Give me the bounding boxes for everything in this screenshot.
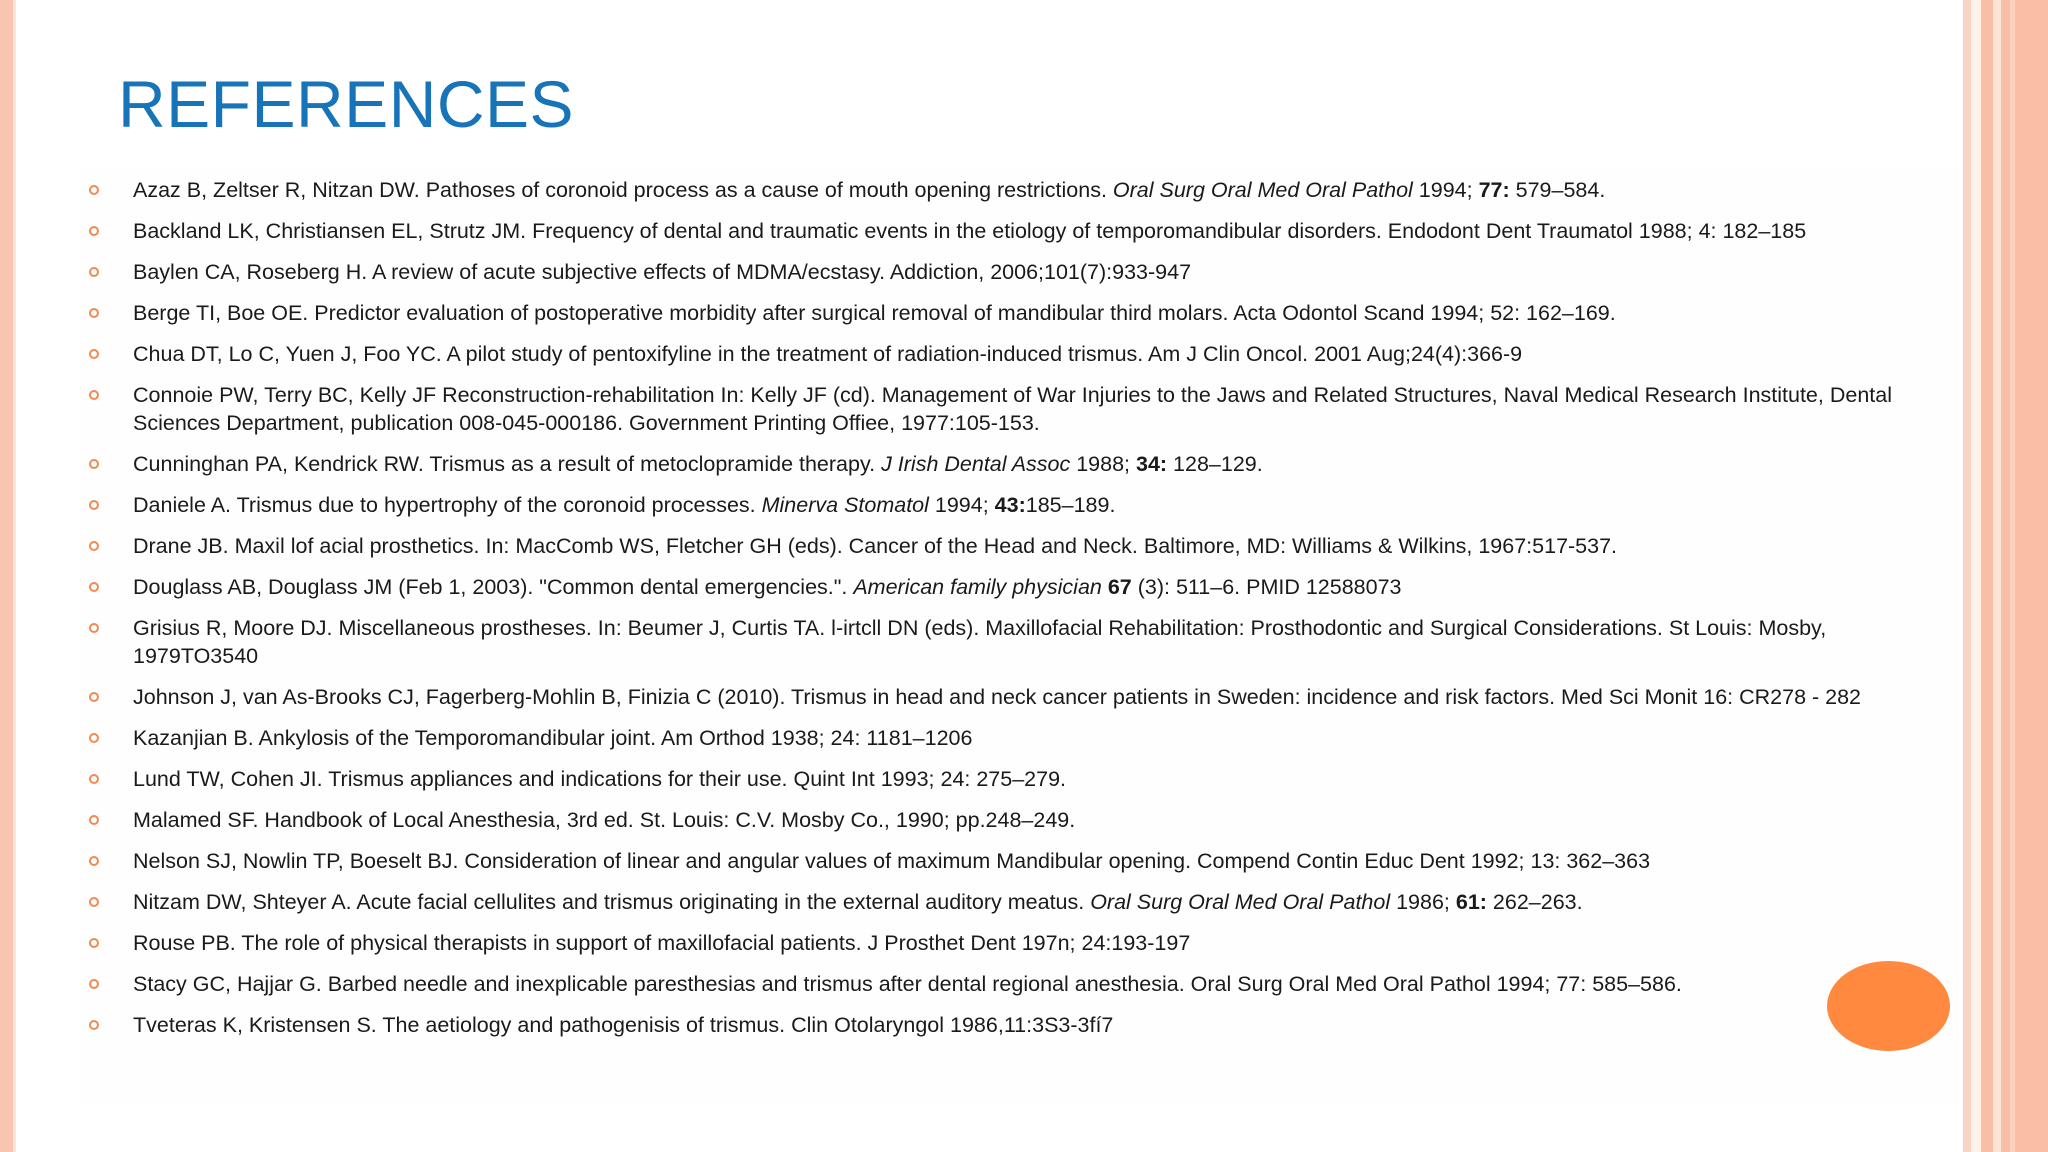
reference-item bbox=[80, 258, 1910, 286]
reference-item bbox=[80, 724, 1910, 752]
bullet-icon bbox=[89, 815, 99, 825]
reference-text: 1994; bbox=[1412, 178, 1479, 202]
left-border-inner-decoration bbox=[13, 0, 16, 1152]
right-border-band-stripe bbox=[1993, 0, 2001, 1152]
reference-text: 185–189. bbox=[1025, 493, 1116, 517]
reference-text: 1986; bbox=[1390, 890, 1456, 914]
reference-item bbox=[80, 340, 1910, 368]
slide-title: REFERENCES bbox=[118, 67, 575, 141]
right-border-stripe-a bbox=[1963, 0, 1971, 1152]
reference-text: 1994; bbox=[928, 493, 995, 517]
reference-item bbox=[80, 176, 1910, 204]
reference-item bbox=[80, 929, 1910, 957]
reference-volume: 67 bbox=[1107, 575, 1132, 599]
bullet-icon bbox=[89, 1020, 99, 1030]
reference-text: 262–263. bbox=[1486, 890, 1583, 914]
orange-circle-decoration bbox=[1827, 961, 1950, 1051]
right-border-band-stripe-2 bbox=[2010, 0, 2015, 1152]
bullet-icon bbox=[89, 979, 99, 989]
bullet-icon bbox=[89, 733, 99, 743]
reference-item bbox=[80, 450, 1910, 478]
reference-item bbox=[80, 847, 1910, 875]
reference-text: Johnson J, van As-Brooks CJ, Fagerberg-Mohlin B, Finizia C (2010). Trismus in head and neck cancer patients in Sweden: incidence and risk factors. Med Sci Monit 16: CR278 - 282 bbox=[133, 685, 1861, 709]
bullet-icon bbox=[89, 500, 99, 510]
reference-text: Berge TI, Boe OE. Predictor evaluation of postoperative morbidity after surgical removal of mandibular third molars. Acta Odontol Scand 1994; 52: 162–169. bbox=[133, 301, 1616, 325]
reference-text: Drane JB. Maxil lof acial prosthetics. In: MacComb WS, Fletcher GH (eds). Cancer of the Head and Neck. Baltimore, MD: Williams & Wilkins, 1967:517-537. bbox=[133, 534, 1618, 558]
reference-text: Backland LK, Christiansen EL, Strutz JM. Frequency of dental and traumatic events in the etiology of temporomandibular disorders. Endodont Dent Traumatol 1988; 4: 182–185 bbox=[133, 219, 1807, 243]
reference-text: Grisius R, Moore DJ. Miscellaneous prostheses. In: Beumer J, Curtis TA. l-irtcll DN (eds). Maxillofacial Rehabilitation: Prosthodontic and Surgical Considerations. St Louis: Mosby, 1979TO3540 bbox=[133, 616, 1827, 668]
right-border-stripe-b bbox=[1971, 0, 1981, 1152]
reference-text: Azaz B, Zeltser R, Nitzan DW. Pathoses of coronoid process as a cause of mouth opening restrictions. bbox=[133, 178, 1113, 202]
reference-item bbox=[80, 806, 1910, 834]
reference-item bbox=[80, 217, 1910, 245]
bullet-icon bbox=[89, 541, 99, 551]
reference-text: Rouse PB. The role of physical therapists in support of maxillofacial patients. J Prosthet Dent 197n; 24:193-197 bbox=[133, 931, 1191, 955]
bullet-icon bbox=[89, 349, 99, 359]
reference-item bbox=[80, 532, 1910, 560]
bullet-icon bbox=[89, 308, 99, 318]
reference-text: Daniele A. Trismus due to hypertrophy of the coronoid processes. bbox=[133, 493, 762, 517]
reference-volume: 61: bbox=[1455, 890, 1487, 914]
bullet-icon bbox=[89, 938, 99, 948]
bullet-icon bbox=[89, 774, 99, 784]
bullet-icon bbox=[89, 459, 99, 469]
reference-text: Tveteras K, Kristensen S. The aetiology and pathogenisis of trismus. Clin Otolaryngol 1986,11:3S3-3fí7 bbox=[133, 1013, 1114, 1037]
reference-item bbox=[80, 491, 1910, 519]
reference-item bbox=[80, 573, 1910, 601]
reference-item bbox=[80, 614, 1910, 670]
bullet-icon bbox=[89, 390, 99, 400]
bullet-icon bbox=[89, 582, 99, 592]
reference-item bbox=[80, 970, 1910, 998]
reference-text: Stacy GC, Hajjar G. Barbed needle and inexplicable paresthesias and trismus after dental regional anesthesia. Oral Surg Oral Med Oral Pathol 1994; 77: 585–586. bbox=[133, 972, 1682, 996]
reference-journal: J Irish Dental Assoc bbox=[881, 452, 1071, 476]
bullet-icon bbox=[89, 897, 99, 907]
reference-text: 1988; bbox=[1070, 452, 1136, 476]
reference-item bbox=[80, 888, 1910, 916]
reference-list bbox=[80, 176, 1910, 1052]
reference-item bbox=[80, 683, 1910, 711]
bullet-icon bbox=[89, 856, 99, 866]
reference-text: Malamed SF. Handbook of Local Anesthesia, 3rd ed. St. Louis: C.V. Mosby Co., 1990; pp.248–249. bbox=[133, 808, 1076, 832]
reference-item bbox=[80, 299, 1910, 327]
reference-item bbox=[80, 381, 1910, 437]
reference-journal: Minerva Stomatol bbox=[761, 493, 929, 517]
reference-text: 128–129. bbox=[1167, 452, 1263, 476]
reference-journal: Oral Surg Oral Med Oral Pathol bbox=[1112, 178, 1413, 202]
reference-volume: 34: bbox=[1136, 452, 1168, 476]
reference-text: Douglass AB, Douglass JM (Feb 1, 2003). "Common dental emergencies.". bbox=[133, 575, 854, 599]
reference-text: Nitzam DW, Shteyer A. Acute facial cellulites and trismus originating in the external auditory meatus. bbox=[133, 890, 1091, 914]
reference-item bbox=[80, 765, 1910, 793]
reference-text: Chua DT, Lo C, Yuen J, Foo YC. A pilot study of pentoxifyline in the treatment of radiation-induced trismus. Am J Clin Oncol. 2001 Aug;24(4):366-9 bbox=[133, 342, 1523, 366]
reference-text: Connoie PW, Terry BC, Kelly JF Reconstruction-rehabilitation In: Kelly JF (cd). Management of War Injuries to the Jaws and Related Structures, Naval Medical Research Institute, Dental Sciences Department, publication 008-045-000186. Government Printing Offiee, 1977:105-153. bbox=[133, 383, 1892, 435]
reference-text: Baylen CA, Roseberg H. A review of acute subjective effects of MDMA/ecstasy. Addiction, 2006;101(7):933-947 bbox=[133, 260, 1192, 284]
reference-text: Lund TW, Cohen JI. Trismus appliances and indications for their use. Quint Int 1993; 24: 275–279. bbox=[133, 767, 1067, 791]
bullet-icon bbox=[89, 623, 99, 633]
reference-journal: American family physician bbox=[853, 575, 1102, 599]
reference-text: Cunninghan PA, Kendrick RW. Trismus as a result of metoclopramide therapy. bbox=[133, 452, 882, 476]
bullet-icon bbox=[89, 185, 99, 195]
reference-text: 579–584. bbox=[1509, 178, 1606, 202]
bullet-icon bbox=[89, 692, 99, 702]
reference-text: Kazanjian B. Ankylosis of the Temporomandibular joint. Am Orthod 1938; 24: 1181–1206 bbox=[133, 726, 973, 750]
reference-item bbox=[80, 1011, 1910, 1039]
reference-text: (3): 511–6. PMID 12588073 bbox=[1131, 575, 1402, 599]
reference-journal: Oral Surg Oral Med Oral Pathol bbox=[1090, 890, 1391, 914]
bullet-icon bbox=[89, 267, 99, 277]
reference-volume: 77: bbox=[1478, 178, 1510, 202]
reference-text: Nelson SJ, Nowlin TP, Boeselt BJ. Consideration of linear and angular values of maximum Mandibular opening. Compend Contin Educ Dent 1992; 13: 362–363 bbox=[133, 849, 1651, 873]
reference-volume: 43: bbox=[994, 493, 1026, 517]
left-border-decoration bbox=[0, 0, 13, 1152]
bullet-icon bbox=[89, 226, 99, 236]
